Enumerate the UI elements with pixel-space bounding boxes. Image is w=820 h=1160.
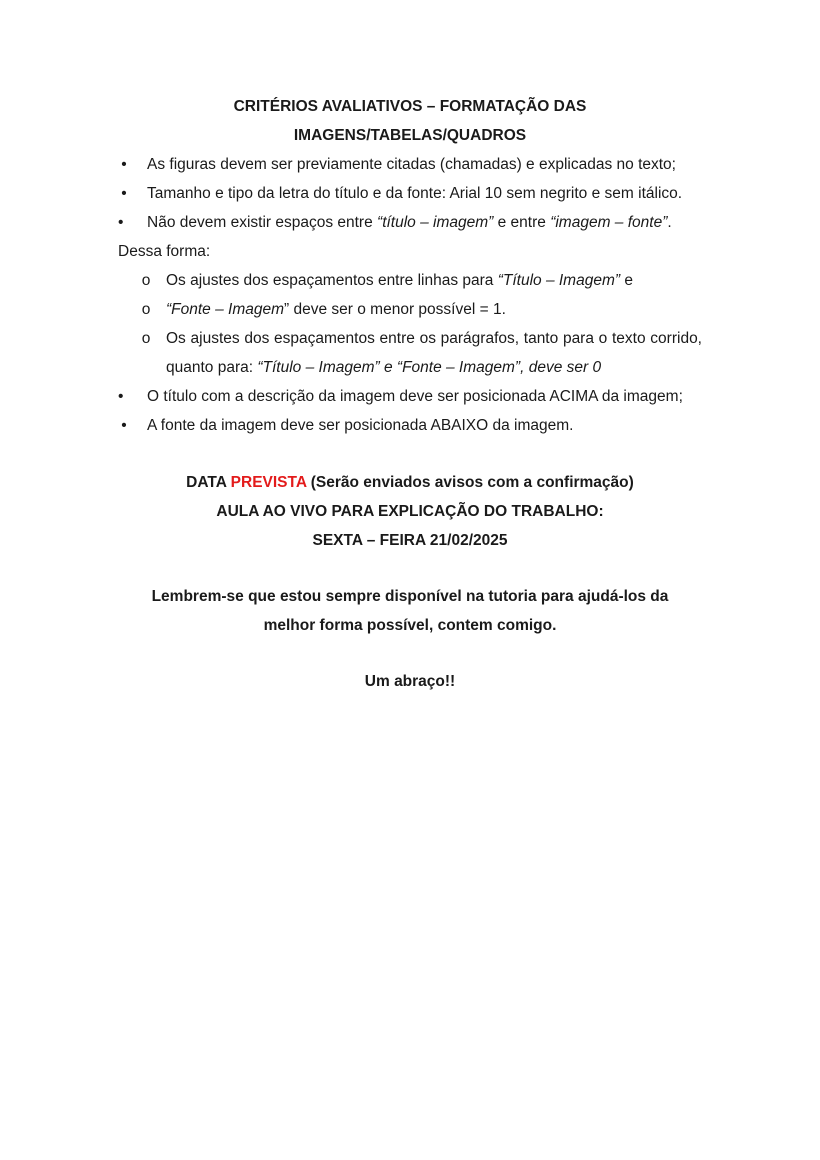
sub-text-part: Os ajustes dos espaçamentos entre linhas para (166, 272, 498, 289)
bullet-text: Tamanho e tipo da letra do título e da fonte: Arial 10 sem negrito e sem itálico. (147, 185, 683, 202)
closing-line-2: melhor forma possível, contem comigo. (263, 617, 557, 634)
circle-bullet-icon: o (141, 272, 151, 289)
bullet-text: A fonte da imagem deve ser posicionada ABAIXO da imagem. (147, 417, 574, 434)
bullet-text-part: Não devem existir espaços entre (147, 214, 378, 231)
sub-text-part: e (620, 272, 633, 289)
bullet-icon: • (118, 214, 124, 231)
sub-text-italic: “Fonte – Imagem (166, 301, 285, 318)
title-line-2: IMAGENS/TABELAS/QUADROS (293, 127, 527, 144)
bullet-text-part: . (667, 214, 672, 231)
circle-bullet-icon: o (141, 330, 151, 347)
bullet-text-continuation: Dessa forma: (118, 243, 211, 260)
bullet-text-italic: “título – imagem” (377, 214, 494, 231)
closing-line-1: Lembrem-se que estou sempre disponível na tutoria para ajudá-los da (151, 588, 669, 605)
sub-text-italic: “Título – Imagem” e “Fonte – Imagem”, deve ser 0 (257, 359, 602, 376)
spacer (118, 440, 702, 468)
schedule-live-class-line: AULA AO VIVO PARA EXPLICAÇÃO DO TRABALHO: (216, 503, 604, 520)
spacer (118, 640, 702, 667)
bullet-icon: • (121, 417, 127, 434)
bullet-item-font-size (118, 179, 702, 208)
bullet-text-part: e entre (493, 214, 551, 231)
bullet-icon: • (121, 185, 127, 202)
bullet-text-italic: “imagem – fonte” (550, 214, 668, 231)
sub-item-paragraph-spacing (118, 324, 702, 382)
sub-text-part: Os ajustes dos espaçamentos entre os parágrafos, tanto para o texto corrido, quanto para: (166, 330, 702, 376)
bullet-item-figures-cited (118, 150, 702, 179)
schedule-forecast-highlight: PREVISTA (230, 474, 307, 491)
sub-text-part: ” deve ser o menor possível = 1. (284, 301, 506, 318)
schedule-date-line (118, 468, 702, 497)
schedule-date-note: (Serão enviados avisos com a confirmação) (306, 474, 634, 491)
document-title (118, 92, 702, 150)
bullet-item-title-above (118, 382, 702, 411)
spacer (118, 555, 702, 582)
signoff: Um abraço!! (364, 673, 456, 690)
schedule-date-label: DATA (186, 474, 231, 491)
bullet-item-source-below (118, 411, 702, 440)
bullet-text: O título com a descrição da imagem deve ser posicionada ACIMA da imagem; (147, 388, 683, 405)
sub-item-line-spacing (118, 266, 702, 295)
bullet-item-no-spaces (118, 208, 702, 266)
bullet-text: As figuras devem ser previamente citadas (chamadas) e explicadas no texto; (147, 156, 676, 173)
schedule-block (118, 468, 702, 555)
bullet-icon: • (118, 388, 124, 405)
sub-item-minimum-spacing (118, 295, 702, 324)
bullet-icon: • (121, 156, 127, 173)
sub-text-italic: “Título – Imagem” (497, 272, 621, 289)
circle-bullet-icon: o (141, 301, 151, 318)
title-line-1: CRITÉRIOS AVALIATIVOS – FORMATAÇÃO DAS (233, 98, 587, 115)
closing-message (118, 582, 702, 640)
schedule-day-line: SEXTA – FEIRA 21/02/2025 (312, 532, 508, 549)
